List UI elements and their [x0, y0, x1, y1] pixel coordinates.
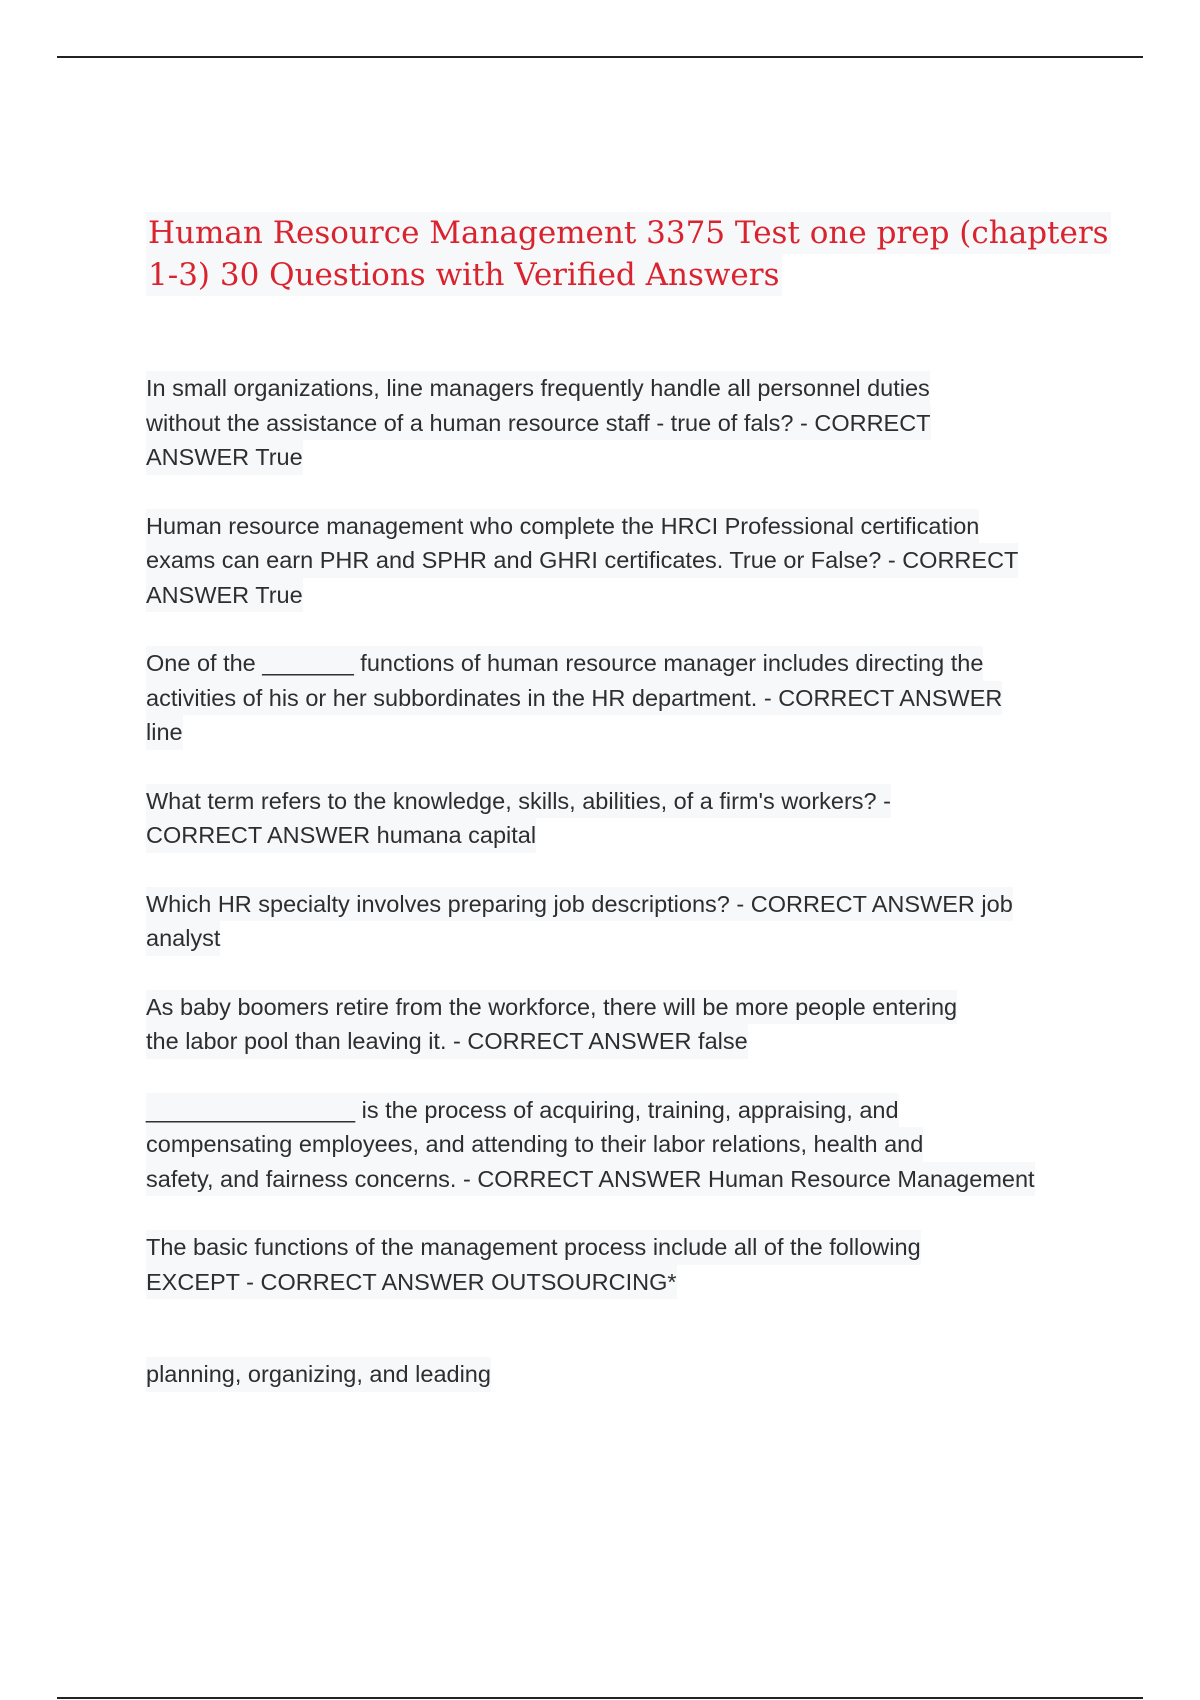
- question-answer-item: [146, 784, 1086, 853]
- item-line: As baby boomers retire from the workforce, there will be more people entering: [146, 990, 957, 1025]
- item-line: The basic functions of the management process include all of the following: [146, 1230, 921, 1265]
- item-line: the labor pool than leaving it. - CORRECT ANSWER false: [146, 1024, 748, 1059]
- item-line: exams can earn PHR and SPHR and GHRI certificates. True or False? - CORRECT: [146, 543, 1018, 578]
- item-line: Which HR specialty involves preparing job descriptions? - CORRECT ANSWER job: [146, 887, 1013, 922]
- item-line: CORRECT ANSWER humana capital: [146, 818, 536, 853]
- document-title: [146, 212, 1109, 296]
- question-answer-item: [146, 1093, 1086, 1197]
- title-line: Human Resource Management 3375 Test one prep (chapters: [146, 212, 1111, 254]
- item-line: planning, organizing, and leading: [146, 1357, 491, 1392]
- item-line: activities of his or her subbordinates in the HR department. - CORRECT ANSWER: [146, 681, 1002, 716]
- item-line: without the assistance of a human resource staff - true of fals? - CORRECT: [146, 406, 931, 441]
- item-line: One of the _______ functions of human resource manager includes directing the: [146, 646, 983, 681]
- item-line: ANSWER True: [146, 578, 303, 613]
- item-line: ________________ is the process of acquiring, training, appraising, and: [146, 1093, 899, 1128]
- item-line: line: [146, 715, 183, 750]
- question-answer-item: [146, 990, 1086, 1059]
- item-line: safety, and fairness concerns. - CORRECT ANSWER Human Resource Management: [146, 1162, 1035, 1197]
- question-answer-item: [146, 646, 1086, 750]
- item-line: analyst: [146, 921, 220, 956]
- item-line: Human resource management who complete the HRCI Professional certification: [146, 509, 979, 544]
- title-line: 1-3) 30 Questions with Verified Answers: [146, 254, 782, 296]
- document-body: [146, 212, 1109, 1426]
- header-rule: [57, 56, 1143, 58]
- item-line: compensating employees, and attending to their labor relations, health and: [146, 1127, 923, 1162]
- answer-options-text: [146, 1357, 1086, 1392]
- item-line: EXCEPT - CORRECT ANSWER OUTSOURCING*: [146, 1265, 677, 1300]
- item-line: ANSWER True: [146, 440, 303, 475]
- item-line: What term refers to the knowledge, skills, abilities, of a firm's workers? -: [146, 784, 891, 819]
- question-answer-item: [146, 887, 1086, 956]
- item-line: In small organizations, line managers frequently handle all personnel duties: [146, 371, 930, 406]
- question-answer-item: [146, 1230, 1086, 1299]
- question-answer-item: [146, 509, 1086, 613]
- footer-rule: [57, 1697, 1143, 1699]
- question-answer-item: [146, 371, 1086, 475]
